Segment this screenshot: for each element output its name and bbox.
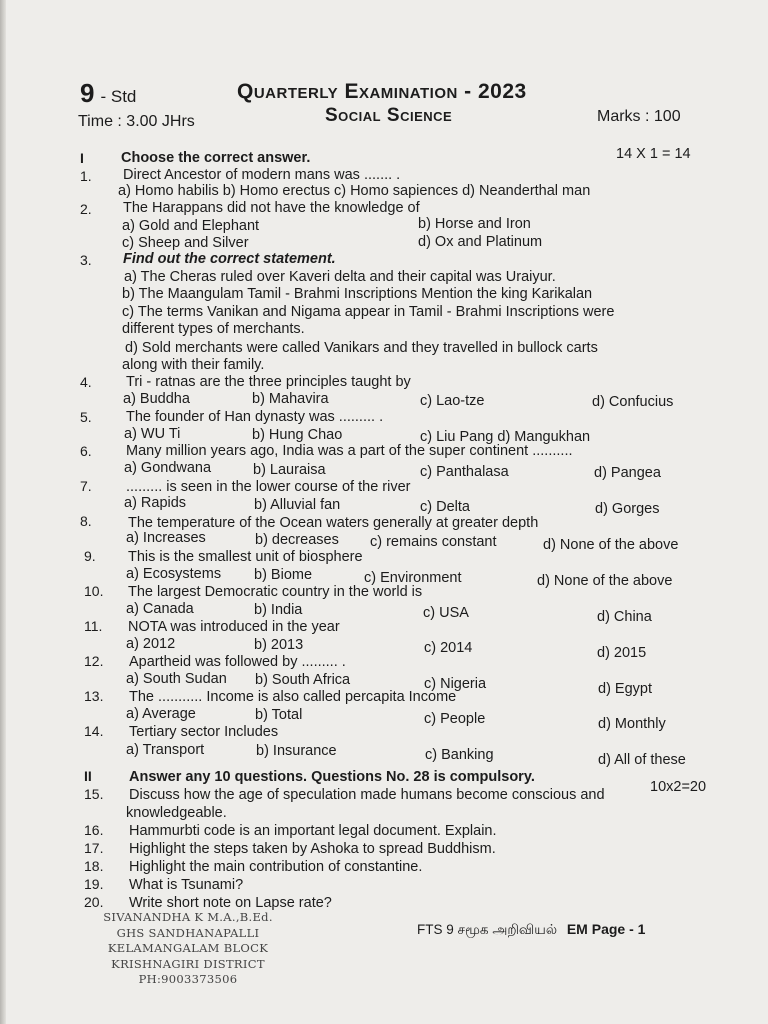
question-number: 11. <box>84 618 103 634</box>
option: b) Mahavira <box>252 391 329 407</box>
option: c) Sheep and Silver <box>122 235 249 251</box>
question-text: The temperature of the Ocean waters generally at greater depth <box>128 515 539 531</box>
question-number: 10. <box>84 583 104 599</box>
option: d) None of the above <box>537 573 673 589</box>
standard-label: 9 - Std <box>80 78 137 108</box>
option: b) 2013 <box>254 637 304 653</box>
option: b) Hung Chao <box>252 427 343 443</box>
option: a) South Sudan <box>126 671 227 687</box>
option: b) The Maangulam Tamil - Brahmi Inscriptions Mention the king Karikalan <box>122 286 593 302</box>
option: b) decreases <box>255 532 339 548</box>
question-number: 18. <box>84 858 104 874</box>
exam-subject: Social Science <box>325 105 453 126</box>
teacher-stamp <box>98 910 278 988</box>
question-text: Tri - ratnas are the three principles taught by <box>126 374 411 390</box>
question-number: 2. <box>80 201 92 217</box>
option: c) 2014 <box>424 640 473 656</box>
option: a) The Cheras ruled over Kaveri delta and their capital was Uraiyur. <box>124 269 556 285</box>
option: c) Lao-tze <box>420 393 485 409</box>
section-number: I <box>80 150 84 166</box>
stamp-line: GHS SANDHANAPALLI <box>116 925 260 940</box>
section-marks: 10x2=20 <box>650 779 707 795</box>
question-number: 3. <box>80 252 92 268</box>
option: c) Panthalasa <box>420 464 509 480</box>
exam-title: Quarterly Examination - 2023 <box>237 80 527 103</box>
option: a) Transport <box>126 742 205 758</box>
option: b) Alluvial fan <box>254 497 341 513</box>
option: a) Average <box>126 706 196 722</box>
option: b) South Africa <box>255 672 351 688</box>
question-number: 16. <box>84 822 104 838</box>
question-text: Discuss how the age of speculation made humans become conscious and <box>129 787 605 803</box>
stamp-line: KELAMANGALAM BLOCK <box>107 941 269 955</box>
question-number: 20. <box>84 894 104 910</box>
option: c) Nigeria <box>424 676 487 692</box>
question-text: Apartheid was followed by ......... . <box>129 654 346 670</box>
question-text: Find out the correct statement. <box>123 251 336 267</box>
option: c) remains constant <box>370 534 497 550</box>
question-text-continued: knowledgeable. <box>126 805 227 821</box>
option-continued: along with their family. <box>122 357 265 373</box>
question-text: This is the smallest unit of biosphere <box>128 549 363 565</box>
question-text: Many million years ago, India was a part of the super continent .......... <box>126 443 573 459</box>
stamp-line: PH:9003373506 <box>138 972 238 986</box>
question-number: 4. <box>80 374 92 390</box>
option: d) None of the above <box>543 537 679 553</box>
question-number: 15. <box>84 786 104 802</box>
page-number: EM Page - 1 <box>566 921 646 937</box>
question-number: 1. <box>80 168 92 184</box>
option: a) WU Ti <box>124 426 181 442</box>
option: b) Insurance <box>256 743 337 759</box>
option: d) Monthly <box>598 716 666 732</box>
question-number: 14. <box>84 723 104 739</box>
option: d) Gorges <box>595 501 660 517</box>
question-number: 8. <box>80 513 92 529</box>
option: d) Ox and Platinum <box>418 234 543 250</box>
question-text: Highlight the steps taken by Ashoka to spread Buddhism. <box>129 841 496 857</box>
option: b) Biome <box>254 567 313 583</box>
question-text: Write short note on Lapse rate? <box>129 895 332 911</box>
option: a) Gold and Elephant <box>122 218 260 234</box>
option: d) 2015 <box>597 645 647 661</box>
page-edge-shadow <box>0 0 6 1024</box>
question-text: Highlight the main contribution of constantine. <box>129 859 423 875</box>
option: d) China <box>597 609 652 625</box>
option: d) Pangea <box>594 465 661 481</box>
question-number: 17. <box>84 840 104 856</box>
question-number: 7. <box>80 478 92 494</box>
question-options: a) Homo habilis b) Homo erectus c) Homo sapiences d) Neanderthal man <box>118 183 591 199</box>
section-heading: Answer any 10 questions. Questions No. 28 is compulsory. <box>129 769 535 785</box>
option: c) Delta <box>420 499 470 515</box>
option: d) Sold merchants were called Vanikars and they travelled in bullock carts <box>125 340 598 356</box>
option-continued: different types of merchants. <box>122 321 305 337</box>
exam-total-marks: Marks : 100 <box>597 108 681 125</box>
question-text: Direct Ancestor of modern mans was ....... . <box>123 167 401 183</box>
option: a) Canada <box>126 601 194 617</box>
page-footer <box>417 921 645 940</box>
question-text: What is Tsunami? <box>129 877 244 893</box>
question-text: The founder of Han dynasty was ......... . <box>126 409 384 425</box>
question-text: NOTA was introduced in the year <box>128 619 340 635</box>
option: c) People <box>424 711 486 727</box>
option: a) 2012 <box>126 636 176 652</box>
question-number: 5. <box>80 409 92 425</box>
option: d) All of these <box>598 752 686 768</box>
stamp-line: SIVANANDHA K M.A.,B.Ed. <box>103 910 273 924</box>
option: a) Rapids <box>124 495 187 511</box>
question-number: 6. <box>80 443 92 459</box>
exam-time: Time : 3.00 JHrs <box>78 113 195 130</box>
option: c) Banking <box>425 747 494 763</box>
question-number: 13. <box>84 688 104 704</box>
question-text: Hammurbti code is an important legal document. Explain. <box>129 823 497 839</box>
option: a) Ecosystems <box>126 566 222 582</box>
option: b) Horse and Iron <box>418 216 531 232</box>
option: a) Buddha <box>123 391 190 407</box>
option: c) USA <box>423 605 469 621</box>
question-number: 12. <box>84 653 104 669</box>
option: c) The terms Vanikan and Nigama appear in Tamil - Brahmi Inscriptions were <box>122 304 615 320</box>
option: d) Egypt <box>598 681 652 697</box>
question-text: The ........... Income is also called percapita Income <box>129 689 457 705</box>
question-text: The Harappans did not have the knowledge of <box>123 200 420 216</box>
option: a) Increases <box>126 530 206 546</box>
option: b) Total <box>255 707 303 723</box>
section-number: II <box>84 768 92 784</box>
option: d) Confucius <box>592 394 674 410</box>
footer-code: FTS 9 சமூக அறிவியல் <box>417 922 558 937</box>
option: b) Lauraisa <box>253 462 326 478</box>
question-number: 19. <box>84 876 104 892</box>
question-number: 9. <box>84 548 96 564</box>
option: c) Environment <box>364 570 462 586</box>
section-marks: 14 X 1 = 14 <box>616 146 691 162</box>
section-heading: Choose the correct answer. <box>121 150 311 166</box>
option: a) Gondwana <box>124 460 212 476</box>
question-text: ......... is seen in the lower course of the river <box>126 479 411 495</box>
question-text: The largest Democratic country in the world is <box>128 584 423 600</box>
question-text: Tertiary sector Includes <box>129 724 279 740</box>
stamp-line: KRISHNAGIRI DISTRICT <box>111 956 265 971</box>
option: b) India <box>254 602 303 618</box>
option: c) Liu Pang d) Mangukhan <box>420 429 591 445</box>
